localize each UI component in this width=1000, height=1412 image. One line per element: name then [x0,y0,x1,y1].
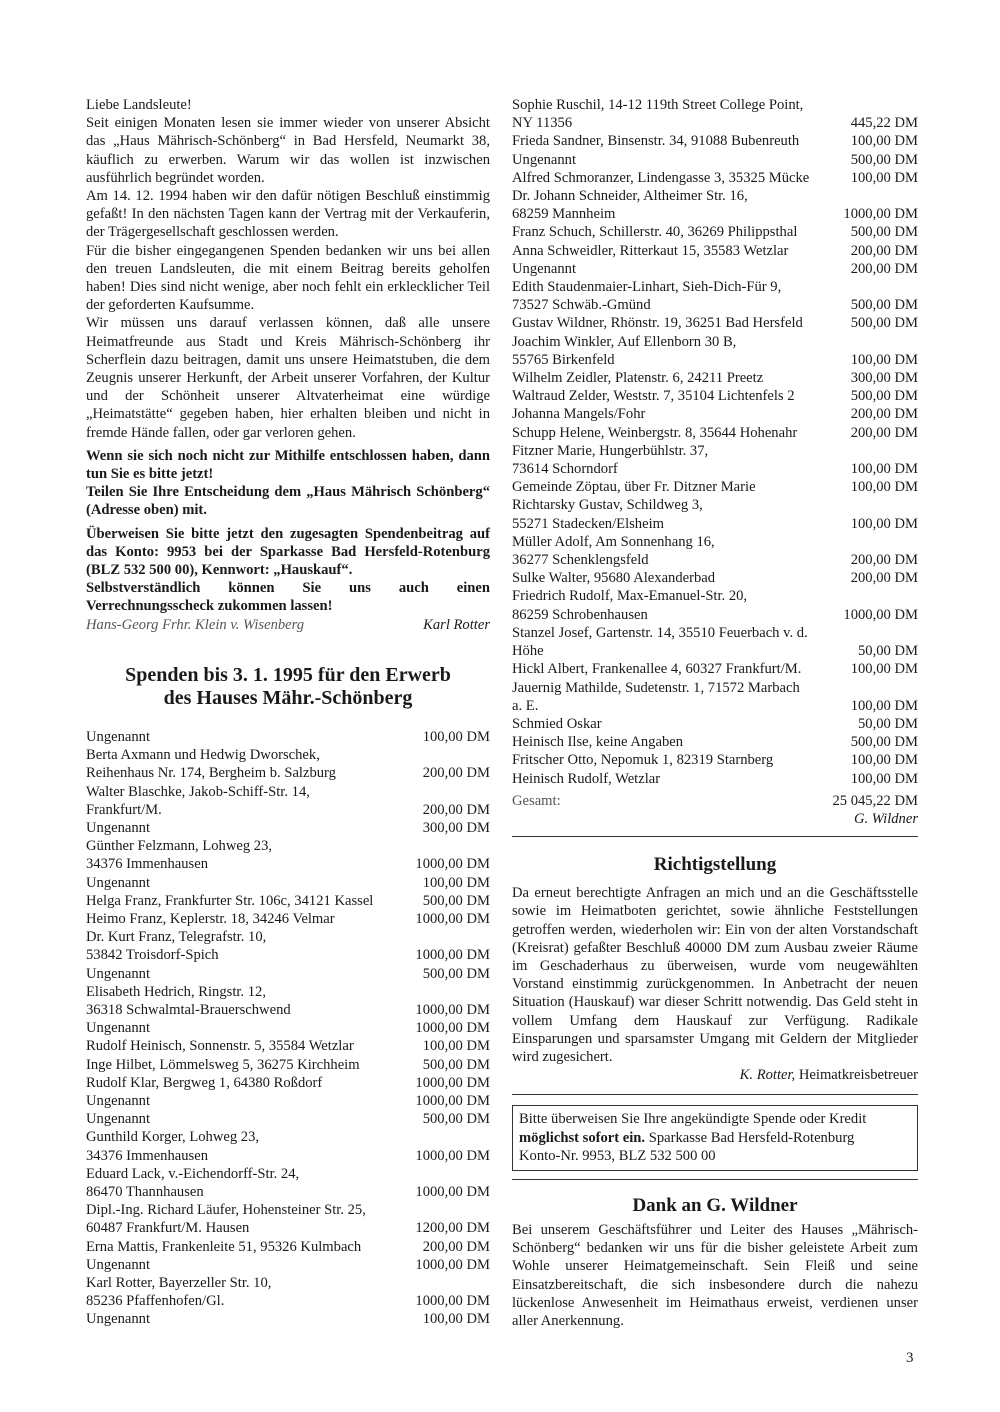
donation-amount: 1000,00 DM [415,1001,490,1018]
donor-entry [86,819,490,837]
donor-entry-line [86,1074,490,1092]
donor-name: Ungenannt [86,1256,151,1273]
donor-entry [86,1274,490,1310]
richtigstellung-signature-name: K. Rotter, [739,1067,796,1084]
donor-name: Ungenannt [86,965,151,982]
donor-name: 73614 Schorndorf [512,461,618,478]
total-label: Gesamt: [512,792,561,809]
donor-name: Ungenannt [86,874,151,891]
donor-entry [512,369,918,387]
donor-entry-line [512,114,918,132]
donor-entry [512,533,918,569]
donor-entry-line [512,442,918,460]
donor-entry [512,96,918,132]
donor-entry-line [512,587,918,605]
donor-entry [512,132,918,150]
donor-entry-line [512,460,918,478]
donor-entry [512,187,918,223]
donor-name: Höhe [512,643,544,660]
donor-name: Wilhelm Zeidler, Platenstr. 6, 24211 Preetz [512,370,764,387]
donation-amount: 500,00 DM [850,151,918,168]
donor-entry [512,278,918,314]
donor-entry-line [512,278,918,296]
donation-amount: 50,00 DM [858,715,918,732]
donor-entry-line [512,606,918,624]
donor-name: Rudolf Heinisch, Sonnenstr. 5, 35584 Wetzlar [86,1038,354,1055]
donation-amount: 100,00 DM [850,770,918,787]
donor-name: Alfred Schmoranzer, Lindengasse 3, 35325 Mücke [512,169,810,186]
donation-amount: 500,00 DM [422,965,490,982]
donor-entry [512,587,918,623]
donation-amount: 500,00 DM [850,224,918,241]
letter-paragraph: Wir müssen uns darauf verlassen können, daß alle unsere Heimatfreunde aus Stadt und Kreis Mährisch-Schönberg ihr Scherflein dazu beitragen, damit uns unsere Heimatstuben, die dem Zeugnis unserer Herkunft, der Arbeit unserer Vorfahren, der Kultur und der Schönheit unserer Altvaterheimat eine würdige „Heimatstätte“ gegeben haben, hier erhalten bleiben und nicht in fremde Hände fallen, oder gar verloren gehen. [86,315,490,441]
donor-entry [86,1165,490,1201]
richtigstellung-signature [512,1066,918,1084]
donor-entry [512,569,918,587]
donor-entry [86,874,490,892]
donation-amount: 200,00 DM [850,424,918,441]
donor-entry [512,733,918,751]
donor-entry [86,1128,490,1164]
donation-amount: 1000,00 DM [415,1092,490,1109]
donation-amount: 100,00 DM [850,169,918,186]
donor-name: Sophie Ruschil, 14-12 119th Street College Point, [512,97,804,113]
letter-appeal: Teilen Sie Ihre Entscheidung dem „Haus Mährisch Schönberg“ (Adresse oben) mit. [86,484,490,519]
donor-name: 55765 Birkenfeld [512,351,615,368]
donation-amount: 1200,00 DM [415,1220,490,1237]
letter-paragraph: Seit einigen Monaten lesen sie immer wieder von unserer Absicht das „Haus Mährisch-Schönberg“ in Bad Hersfeld, Neumarkt 38, käuflich zu erwerben. Warum wir das wollen ist inzwischen ausführlich begründet worden. [86,115,490,186]
donation-amount: 500,00 DM [850,388,918,405]
donor-entry [512,333,918,369]
donor-name: Gustav Wildner, Rhönstr. 19, 36251 Bad Hersfeld [512,315,803,332]
signature-right: Karl Rotter [423,616,490,633]
signature-left: Hans-Georg Frhr. Klein v. Wisenberg [86,616,305,633]
donor-entry-line [86,801,490,819]
donor-name: Berta Axmann und Hedwig Dworschek, [86,747,320,764]
donor-entry-line [512,478,918,496]
donation-amount: 1000,00 DM [415,1147,490,1164]
donor-entry-line [86,1128,490,1146]
donor-name: Elisabeth Hedrich, Ringstr. 12, [86,983,266,1000]
donor-name: Schupp Helene, Weinbergstr. 8, 35644 Hohenahr [512,424,798,441]
notice-text: Bitte überweisen Sie Ihre angekündigte Spende oder Kredit [519,1111,867,1128]
donor-entry [86,928,490,964]
donor-entry-line [86,728,490,746]
donor-entry-line [86,965,490,983]
letter [86,96,490,634]
donor-entry-line [86,1037,490,1055]
donor-entry [512,424,918,442]
donor-entry [512,151,918,169]
donor-name: Ungenannt [512,260,577,277]
donation-amount: 100,00 DM [422,728,490,745]
donor-entry-line [512,715,918,733]
donor-name: 36318 Schwalmtal-Brauerschwend [86,1001,291,1018]
donor-entry [86,783,490,819]
donor-entry [512,624,918,660]
donor-name: Erna Mattis, Frankenleite 51, 95326 Kulmbach [86,1238,362,1255]
donor-entry-line [86,819,490,837]
donor-entry-line [512,660,918,678]
donor-name: Gunthild Korger, Lohweg 23, [86,1129,260,1146]
donor-name: 86259 Schrobenhausen [512,606,648,623]
donation-amount: 1000,00 DM [415,1020,490,1037]
donor-name: Karl Rotter, Bayerzeller Str. 10, [86,1274,272,1291]
letter-salutation: Liebe Landsleute! [86,97,192,113]
donor-name: 55271 Stadecken/Elsheim [512,515,664,532]
donor-entry [86,965,490,983]
donor-name: Dipl.-Ing. Richard Läufer, Hohensteiner Str. 25, [86,1202,366,1219]
donor-entry-line [512,242,918,260]
donor-name: Friedrich Rudolf, Max-Emanuel-Str. 20, [512,588,748,605]
donor-entry-line [512,624,918,642]
donation-amount: 1000,00 DM [415,1293,490,1310]
donor-name: Heimo Franz, Keplerstr. 18, 34246 Velmar [86,910,335,927]
richtigstellung-title: Richtigstellung [653,854,777,876]
donor-name: Anna Schweidler, Ritterkaut 15, 35583 Wetzlar [512,242,789,259]
donation-amount: 1000,00 DM [843,606,918,623]
donor-entry-line [86,1092,490,1110]
donor-entry-line [512,205,918,223]
donation-amount: 200,00 DM [850,570,918,587]
donation-amount: 500,00 DM [850,315,918,332]
donor-entry-line [512,151,918,169]
donor-entry-line [512,314,918,332]
donor-entry-line [512,405,918,423]
total-amount: 25 045,22 DM [832,792,918,809]
donor-entry-line [512,642,918,660]
donor-name: Jauernig Mathilde, Sudetenstr. 1, 71572 Marbach [512,679,800,696]
spenden-title-line1: Spenden bis 3. 1. 1995 für den Erwerb [125,663,451,686]
donor-name: 34376 Immenhausen [86,1147,208,1164]
donor-entry-line [86,855,490,873]
donation-amount: 100,00 DM [850,697,918,714]
donor-name: Schmied Oskar [512,715,602,732]
donation-amount: 500,00 DM [422,1111,490,1128]
left-column [86,96,490,1329]
donation-amount: 1000,00 DM [415,910,490,927]
donor-name: Edith Staudenmaier-Linhart, Sieh-Dich-Für 9, [512,279,782,296]
donor-name: Heinisch Rudolf, Wetzlar [512,770,661,787]
donor-name: Dr. Johann Schneider, Altheimer Str. 16, [512,188,748,205]
donation-amount: 100,00 DM [850,351,918,368]
total-row [512,792,918,810]
donor-entry [86,1310,490,1328]
donor-entry [512,496,918,532]
donor-name: 36277 Schenklengsfeld [512,552,649,569]
donation-amount: 100,00 DM [422,874,490,891]
donor-entry-line [512,96,918,114]
donor-name: 73527 Schwäb.-Gmünd [512,297,651,314]
donation-amount: 50,00 DM [858,643,918,660]
donation-amount: 200,00 DM [422,1238,490,1255]
donor-entry [86,1092,490,1110]
letter-paragraph: Am 14. 12. 1994 haben wir den dafür nötigen Beschluß einstimmig gefaßt! In den nächsten Tagen kann der Vertrag mit der Verkauferin, der Trägergesellschaft geschlossen werden. [86,188,490,241]
donor-entry-line [512,333,918,351]
donor-name: 60487 Frankfurt/M. Hausen [86,1220,250,1237]
donor-name: Richtarsky Gustav, Schildweg 3, [512,497,703,514]
donor-entry-line [86,1274,490,1292]
total-signature: G. Wildner [853,810,918,827]
donor-entry [86,837,490,873]
donor-name: Reihenhaus Nr. 174, Bergheim b. Salzburg [86,765,336,782]
donor-entry [86,892,490,910]
donation-amount: 1000,00 DM [415,1074,490,1091]
dank-text: Bei unserem Geschäftsführer und Leiter des Hauses „Mährisch-Schönberg“ bedanken wir uns für die bisher geleistete Arbeit zum Wohle unserer Heimatgemeinschaft. Sein Fleiß und seine Einsatzbereitschaft, die sich insbesondere durch die nahezu lückenlose Anwesenheit im Heimathaus erweist, verdienen unser aller Anerkennung. [512,1221,918,1329]
donation-amount: 100,00 DM [850,752,918,769]
donor-name: 53842 Troisdorf-Spich [86,947,219,964]
donor-entry [512,169,918,187]
donation-amount: 300,00 DM [850,370,918,387]
notice-account: Konto-Nr. 9953, BLZ 532 500 00 [519,1147,716,1164]
donor-entry [86,1256,490,1274]
donor-entry-line [512,551,918,569]
donor-name: Müller Adolf, Am Sonnenhang 16, [512,533,715,550]
donor-name: Frankfurt/M. [86,801,162,818]
donor-entry-line [512,369,918,387]
donor-entry [86,1056,490,1074]
donor-name: Helga Franz, Frankfurter Str. 106c, 34121 Kassel [86,892,374,909]
donor-name: Franz Schuch, Schillerstr. 40, 36269 Philippsthal [512,224,798,241]
donor-entry-line [512,424,918,442]
donor-entry-line [86,783,490,801]
donor-name: Fitzner Marie, Hungerbühlstr. 37, [512,442,709,459]
donor-name: 85236 Pfaffenhofen/Gl. [86,1293,225,1310]
donor-entry-line [86,1165,490,1183]
donation-amount: 200,00 DM [422,765,490,782]
donor-entry-line [512,296,918,314]
donor-name: Ungenannt [86,1020,151,1037]
donor-name: Heinisch Ilse, keine Angaben [512,734,684,751]
donor-name: Eduard Lack, v.-Eichendorff-Str. 24, [86,1165,300,1182]
donor-name: Frieda Sandner, Binsenstr. 34, 91088 Bubenreuth [512,133,800,150]
donation-amount: 200,00 DM [850,242,918,259]
donor-entry-line [512,351,918,369]
donor-entry [86,1201,490,1237]
donation-amount: 1000,00 DM [415,856,490,873]
donor-entry-line [86,983,490,1001]
donor-entry [86,728,490,746]
donor-entry-line [86,1110,490,1128]
donor-entry [86,1110,490,1128]
donor-name: Ungenannt [86,819,151,836]
donor-list-left [86,728,490,1329]
donor-name: a. E. [512,697,539,714]
donor-name: Ungenannt [86,1111,151,1128]
donor-name: Inge Hilbet, Lömmelsweg 5, 36275 Kirchheim [86,1056,360,1073]
donor-entry [86,1238,490,1256]
donor-entry-line [512,733,918,751]
donor-name: Waltraud Zelder, Weststr. 7, 35104 Lichtenfels 2 [512,388,795,405]
donor-entry-line [86,1019,490,1037]
letter-appeal: Wenn sie sich noch nicht zur Mithilfe entschlossen haben, dann tun Sie es bitte jetzt! [86,447,490,483]
letter-appeal: Selbstverständlich können Sie uns auch einen Verrechnungsscheck zukommen lassen! [86,580,490,615]
donor-entry [512,751,918,769]
spenden-title-line2: des Hauses Mähr.-Schönberg [163,686,413,709]
donation-amount: 200,00 DM [422,801,490,818]
letter-appeal: Überweisen Sie bitte jetzt den zugesagten Spendenbeitrag auf das Konto: 9953 bei der Sparkasse Bad Hersfeld-Rotenburg (BLZ 532 500 00), Kennwort: „Hauskauf“. [86,525,490,579]
richtigstellung-text: Da erneut berechtigte Anfragen an mich und an die Geschäftsstelle sowie im Heimatboten gerichtet, sowie ähnliche Feststellungen getroffen werden, wiederholen wir: Ein von der alten Vorstandschaft (Kreisrat) gefaßter Beschluß 40000 DM zum Ausbau zweier Räume im Geschaderhaus zu überweisen, wurde vom neugewählten Vorstand einstimmig zurückgenommen. In Anbetracht der neuen Situation (Hauskauf) war dieser Schritt notwendig. Das Geld steht in vollem Umfang dem Hauskauf zur Verfügung. Radikale Einsparungen und sparsamster Umgang mit Geldern der Mitglieder wird zugesichert. [512,885,918,1065]
donor-entry-line [512,387,918,405]
donor-entry-line [86,1292,490,1310]
donation-amount: 100,00 DM [422,1038,490,1055]
donation-amount: 100,00 DM [850,461,918,478]
donor-entry-line [86,764,490,782]
donor-name: Stanzel Josef, Gartenstr. 14, 35510 Feuerbach v. d. [512,624,808,641]
donor-entry [512,478,918,496]
donor-entry [86,910,490,928]
donor-entry [512,442,918,478]
donor-entry [512,387,918,405]
notice-bold-text: möglichst sofort ein. [519,1129,646,1146]
donor-name: Fritscher Otto, Nepomuk 1, 82319 Starnberg [512,752,774,769]
donation-amount: 200,00 DM [850,552,918,569]
donor-name: Dr. Kurt Franz, Telegrafstr. 10, [86,929,267,946]
donation-amount: 200,00 DM [850,260,918,277]
donor-name: 68259 Mannheim [512,206,616,223]
donor-entry [512,314,918,332]
donor-entry-line [86,1001,490,1019]
page-number: 3 [906,1350,914,1366]
donor-entry-line [512,569,918,587]
donor-entry-line [86,1183,490,1201]
donor-entry [512,242,918,260]
donor-entry [512,405,918,423]
donation-amount: 1000,00 DM [843,206,918,223]
letter-paragraph: Für die bisher eingegangenen Spenden bedanken wir uns bei allen den treuen Landsleuten, die mit einem Beitrag bereits geholfen haben! Dies sind nicht wenige, aber noch fehlt ein erklecklicher Teil der geforderten Kaufsumme. [86,242,490,314]
donor-name: Joachim Winkler, Auf Ellenborn 30 B, [512,333,737,350]
letter-signatures [86,616,490,634]
donor-entry [512,715,918,733]
donor-entry [86,1074,490,1092]
donor-entry-line [512,515,918,533]
donor-name: 86470 Thannhausen [86,1183,204,1200]
spenden-title [86,664,490,710]
donor-entry-line [86,874,490,892]
donor-name: Ungenannt [512,151,577,168]
donor-entry-line [86,928,490,946]
donation-amount: 1000,00 DM [415,1183,490,1200]
dank-title: Dank an G. Wildner [632,1194,798,1216]
right-column [512,96,918,1330]
donor-entry-line [86,910,490,928]
donor-entry [86,1037,490,1055]
donation-amount: 1000,00 DM [415,947,490,964]
donor-entry [512,260,918,278]
donation-amount: 200,00 DM [850,406,918,423]
donor-name: NY 11356 [512,115,573,132]
donor-entry-line [86,746,490,764]
donation-amount: 1000,00 DM [415,1256,490,1273]
donor-name: Walter Blaschke, Jakob-Schiff-Str. 14, [86,783,310,800]
donor-entry-line [86,1201,490,1219]
donor-entry-line [512,533,918,551]
donor-entry-line [86,1147,490,1165]
donor-entry-line [512,260,918,278]
donor-name: Ungenannt [86,1092,151,1109]
donor-entry-line [512,679,918,697]
donor-entry-line [86,1238,490,1256]
donation-amount: 100,00 DM [850,661,918,678]
donor-name: Ungenannt [86,728,151,745]
notice-text: Sparkasse Bad Hersfeld-Rotenburg [648,1129,855,1146]
donor-entry-line [512,697,918,715]
donor-entry [86,983,490,1019]
donor-name: Hickl Albert, Frankenallee 4, 60327 Frankfurt/M. [512,661,802,678]
donor-list-right [512,96,918,788]
donor-entry [512,770,918,788]
donation-amount: 300,00 DM [422,819,490,836]
donor-name: Sulke Walter, 95680 Alexanderbad [512,570,716,587]
donor-name: 34376 Immenhausen [86,856,208,873]
donation-amount: 500,00 DM [850,734,918,751]
donation-amount: 100,00 DM [850,479,918,496]
donor-entry-line [512,169,918,187]
donor-entry-line [86,1256,490,1274]
donor-entry-line [512,132,918,150]
donation-amount: 100,00 DM [850,133,918,150]
donor-entry-line [512,187,918,205]
donor-name: Ungenannt [86,1311,151,1328]
donor-entry-line [512,751,918,769]
donor-entry-line [86,1310,490,1328]
donor-entry-line [86,1219,490,1237]
donor-entry-line [512,223,918,241]
donation-amount: 100,00 DM [422,1311,490,1328]
donor-entry-line [512,770,918,788]
donor-entry-line [86,946,490,964]
donor-entry-line [86,1056,490,1074]
donor-name: Günther Felzmann, Lohweg 23, [86,838,273,855]
donor-entry [512,223,918,241]
donor-name: Gemeinde Zöptau, über Fr. Ditzner Marie [512,479,756,496]
donation-amount: 500,00 DM [850,297,918,314]
donor-entry [512,679,918,715]
donor-name: Rudolf Klar, Bergweg 1, 64380 Roßdorf [86,1074,323,1091]
donation-amount: 445,22 DM [850,115,918,132]
notice-box [512,1105,918,1171]
donor-entry [86,1019,490,1037]
donation-amount: 500,00 DM [422,1056,490,1073]
donor-entry [512,660,918,678]
richtigstellung-signature-role: Heimatkreisbetreuer [798,1067,918,1084]
donor-name: Johanna Mangels/Fohr [512,406,646,423]
donation-amount: 500,00 DM [422,892,490,909]
donor-entry-line [512,496,918,514]
donor-entry [86,746,490,782]
donation-amount: 100,00 DM [850,515,918,532]
donor-entry-line [86,892,490,910]
donor-entry-line [86,837,490,855]
